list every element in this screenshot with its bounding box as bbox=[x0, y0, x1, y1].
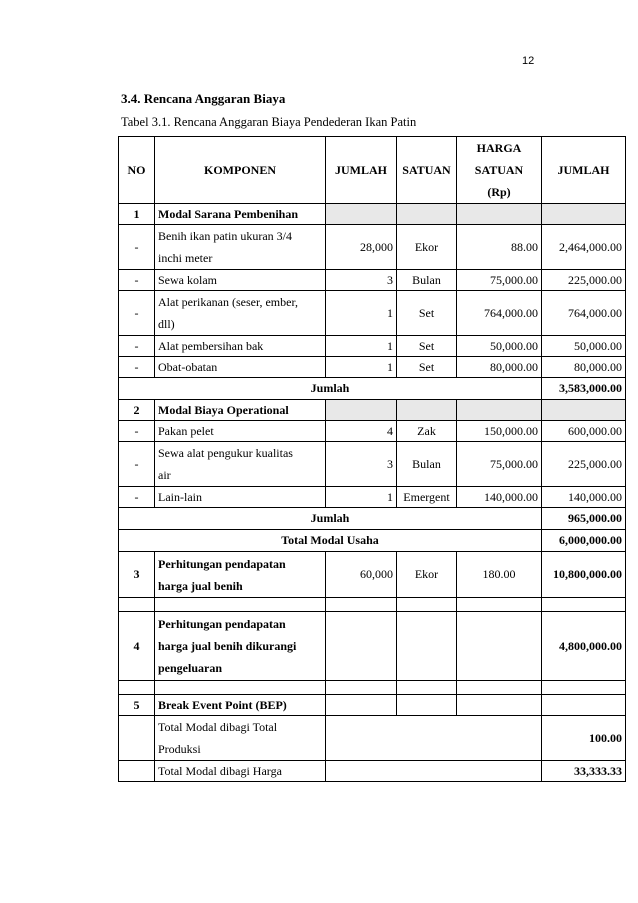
komponen-line: Produksi bbox=[158, 742, 201, 756]
row-jumlah: 28,000 bbox=[326, 225, 397, 270]
row-satuan: Set bbox=[397, 291, 457, 336]
row-jumlah: 4 bbox=[326, 421, 397, 442]
row-no: - bbox=[119, 225, 155, 270]
section-heading: 3.4. Rencana Anggaran Biaya bbox=[121, 91, 286, 106]
table-row bbox=[119, 270, 626, 291]
row-total: 225,000.00 bbox=[542, 270, 626, 291]
row-komponen: Pakan pelet bbox=[155, 421, 326, 442]
row-harga: 764,000.00 bbox=[457, 291, 542, 336]
section-no: 4 bbox=[119, 612, 155, 681]
header-total: JUMLAH bbox=[542, 137, 626, 204]
subtotal-row bbox=[119, 378, 626, 400]
row-satuan: Ekor bbox=[397, 225, 457, 270]
budget-table bbox=[118, 136, 626, 782]
section-no: 3 bbox=[119, 552, 155, 598]
row-harga: 88.00 bbox=[457, 225, 542, 270]
row-total: 10,800,000.00 bbox=[542, 552, 626, 598]
row-no: - bbox=[119, 442, 155, 487]
row-komponen: Sewa kolam bbox=[155, 270, 326, 291]
net-income-row bbox=[119, 612, 626, 681]
row-harga: 150,000.00 bbox=[457, 421, 542, 442]
row-no: - bbox=[119, 487, 155, 508]
bep-row bbox=[119, 716, 626, 761]
section-no: 1 bbox=[119, 204, 155, 225]
komponen-line: Perhitungan pendapatan bbox=[158, 617, 286, 631]
row-total: 100.00 bbox=[542, 716, 626, 761]
section-row bbox=[119, 400, 626, 421]
komponen-line: harga jual benih bbox=[158, 578, 243, 593]
section-title: Modal Sarana Pembenihan bbox=[155, 204, 326, 225]
header-jumlah: JUMLAH bbox=[326, 137, 397, 204]
header-harga-line3: (Rp) bbox=[487, 185, 511, 199]
subtotal-label: Jumlah bbox=[119, 378, 542, 400]
row-jumlah: 3 bbox=[326, 442, 397, 487]
row-total: 600,000.00 bbox=[542, 421, 626, 442]
table-row bbox=[119, 291, 626, 336]
subtotal-label: Jumlah bbox=[119, 508, 542, 530]
total-modal-value: 6,000,000.00 bbox=[542, 530, 626, 552]
subtotal-value: 3,583,000.00 bbox=[542, 378, 626, 400]
row-no: - bbox=[119, 421, 155, 442]
row-total: 140,000.00 bbox=[542, 487, 626, 508]
row-jumlah: 60,000 bbox=[326, 552, 397, 598]
header-komponen: KOMPONEN bbox=[155, 137, 326, 204]
komponen-line: pengeluaran bbox=[158, 661, 223, 675]
row-harga: 75,000.00 bbox=[457, 270, 542, 291]
row-no: - bbox=[119, 357, 155, 378]
income-row bbox=[119, 552, 626, 598]
row-total: 50,000.00 bbox=[542, 336, 626, 357]
komponen-line: Perhitungan pendapatan bbox=[158, 556, 286, 571]
row-total: 33,333.33 bbox=[542, 761, 626, 782]
row-satuan: Set bbox=[397, 357, 457, 378]
row-komponen bbox=[155, 442, 326, 487]
total-modal-row bbox=[119, 530, 626, 552]
row-harga: 140,000.00 bbox=[457, 487, 542, 508]
komponen-line: Alat perikanan (seser, ember, bbox=[158, 295, 298, 309]
row-harga: 75,000.00 bbox=[457, 442, 542, 487]
row-total: 4,800,000.00 bbox=[542, 612, 626, 681]
table-row bbox=[119, 357, 626, 378]
komponen-line: inchi meter bbox=[158, 251, 213, 265]
row-total: 225,000.00 bbox=[542, 442, 626, 487]
komponen-line: air bbox=[158, 468, 171, 482]
total-modal-label: Total Modal Usaha bbox=[119, 530, 542, 552]
table-row bbox=[119, 442, 626, 487]
section-title: Break Event Point (BEP) bbox=[155, 695, 326, 716]
subtotal-value: 965,000.00 bbox=[542, 508, 626, 530]
header-row bbox=[119, 137, 626, 204]
header-harga-line2: SATUAN bbox=[474, 163, 524, 177]
table-row bbox=[119, 336, 626, 357]
row-total: 2,464,000.00 bbox=[542, 225, 626, 270]
row-komponen: Total Modal dibagi Harga bbox=[155, 761, 326, 782]
page-number: 12 bbox=[522, 55, 535, 67]
row-jumlah: 1 bbox=[326, 357, 397, 378]
header-no: NO bbox=[119, 137, 155, 204]
komponen-line: Sewa alat pengukur kualitas bbox=[158, 446, 293, 460]
row-satuan: Set bbox=[397, 336, 457, 357]
row-jumlah: 3 bbox=[326, 270, 397, 291]
spacer-row bbox=[119, 681, 626, 695]
table-row bbox=[119, 487, 626, 508]
table-caption: Tabel 3.1. Rencana Anggaran Biaya Pendederan Ikan Patin bbox=[121, 115, 417, 129]
row-total: 764,000.00 bbox=[542, 291, 626, 336]
section-no: 5 bbox=[119, 695, 155, 716]
row-komponen: Obat-obatan bbox=[155, 357, 326, 378]
row-komponen bbox=[155, 716, 326, 761]
row-satuan: Emergent bbox=[397, 487, 457, 508]
row-komponen bbox=[155, 612, 326, 681]
row-jumlah: 1 bbox=[326, 336, 397, 357]
row-no: - bbox=[119, 336, 155, 357]
row-harga: 80,000.00 bbox=[457, 357, 542, 378]
header-harga bbox=[457, 137, 542, 204]
row-komponen bbox=[155, 225, 326, 270]
subtotal-row bbox=[119, 508, 626, 530]
row-satuan: Bulan bbox=[397, 442, 457, 487]
header-satuan: SATUAN bbox=[397, 137, 457, 204]
row-no: - bbox=[119, 291, 155, 336]
row-harga: 180.00 bbox=[457, 552, 542, 598]
komponen-line: Benih ikan patin ukuran 3/4 bbox=[158, 229, 292, 243]
komponen-line: dll) bbox=[158, 317, 175, 331]
row-komponen bbox=[155, 291, 326, 336]
section-row bbox=[119, 204, 626, 225]
section-no: 2 bbox=[119, 400, 155, 421]
row-harga: 50,000.00 bbox=[457, 336, 542, 357]
row-total: 80,000.00 bbox=[542, 357, 626, 378]
header-harga-line1: HARGA bbox=[476, 141, 522, 155]
spacer-row bbox=[119, 598, 626, 612]
section-title: Modal Biaya Operational bbox=[155, 400, 326, 421]
bep-row bbox=[119, 761, 626, 782]
row-satuan: Bulan bbox=[397, 270, 457, 291]
table-row bbox=[119, 225, 626, 270]
row-jumlah: 1 bbox=[326, 291, 397, 336]
row-satuan: Zak bbox=[397, 421, 457, 442]
row-satuan: Ekor bbox=[397, 552, 457, 598]
section-row bbox=[119, 695, 626, 716]
komponen-line: harga jual benih dikurangi bbox=[158, 639, 297, 653]
row-no: - bbox=[119, 270, 155, 291]
row-jumlah: 1 bbox=[326, 487, 397, 508]
komponen-line: Total Modal dibagi Total bbox=[158, 720, 278, 734]
row-komponen bbox=[155, 552, 326, 598]
table-row bbox=[119, 421, 626, 442]
row-komponen: Lain-lain bbox=[155, 487, 326, 508]
row-komponen: Alat pembersihan bak bbox=[155, 336, 326, 357]
